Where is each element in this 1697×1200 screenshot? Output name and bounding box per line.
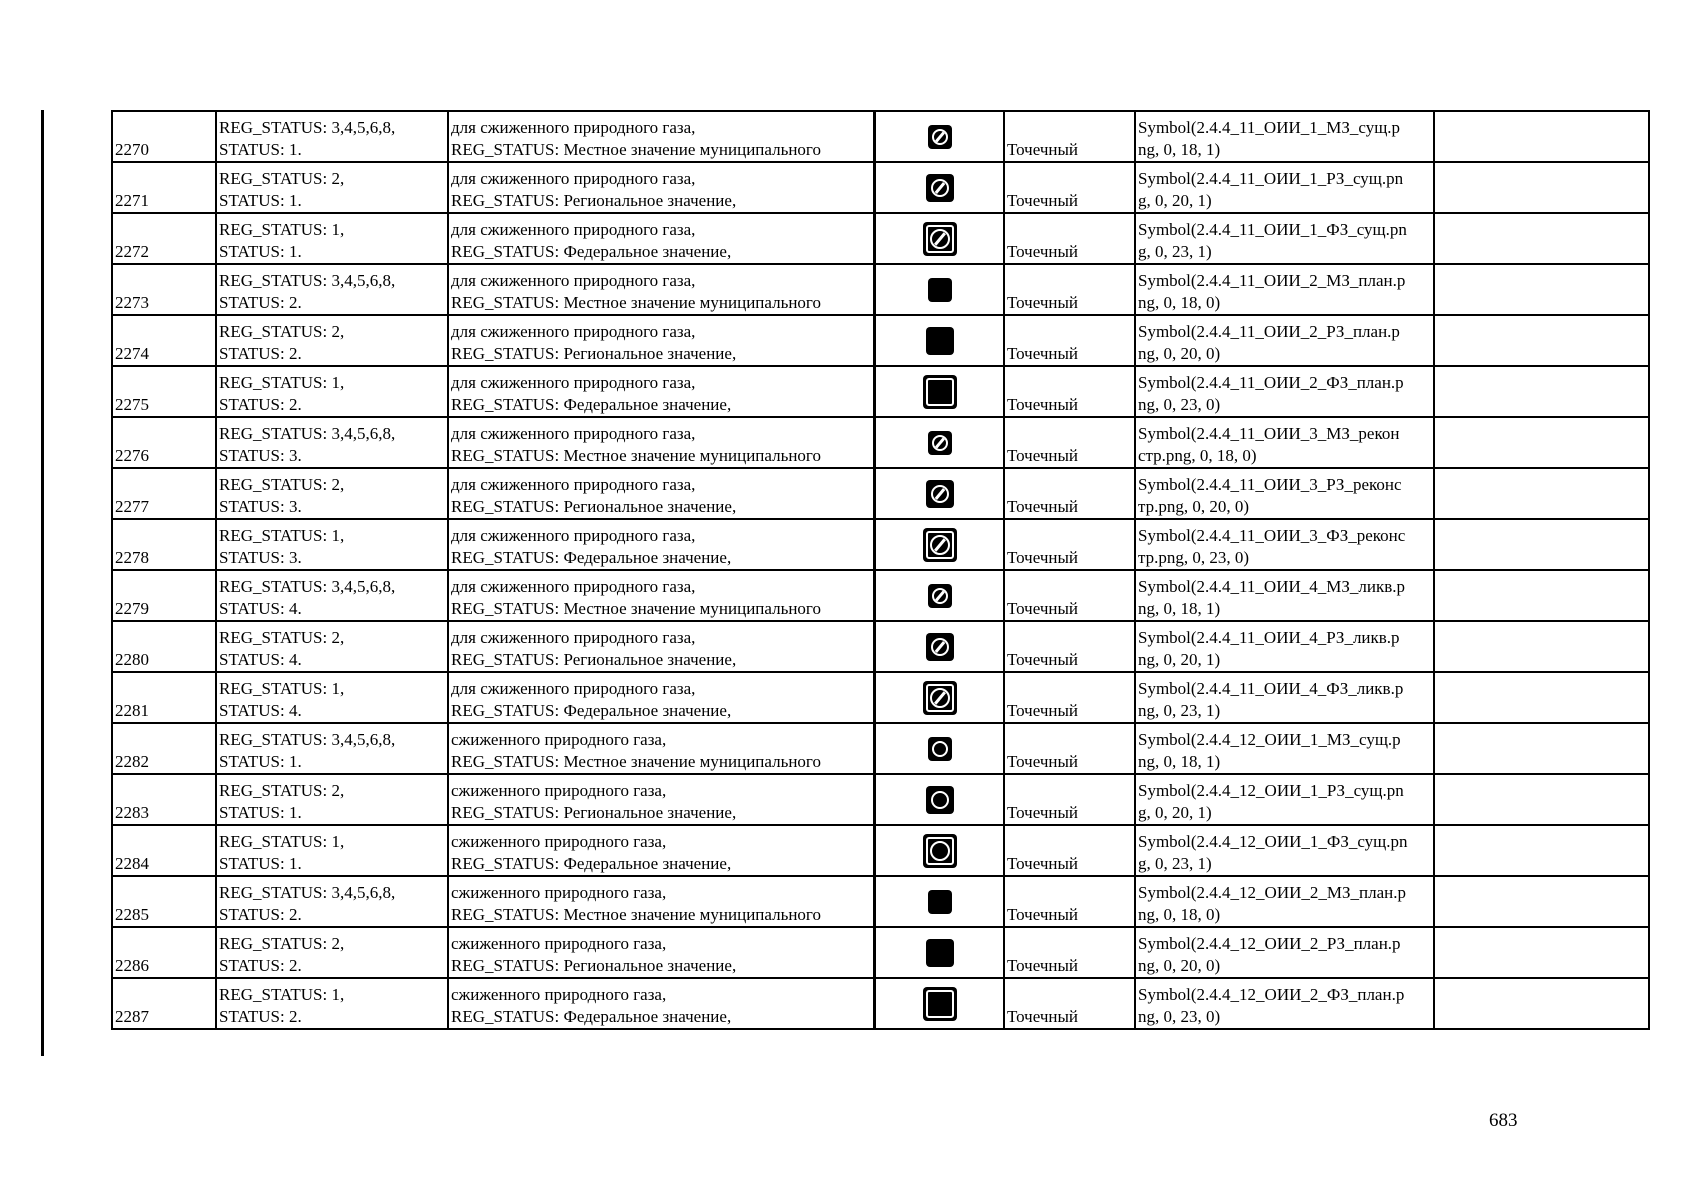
empty-cell [1434,723,1649,774]
description-line: сжиженного природного газа, [451,985,667,1004]
description-line: REG_STATUS: Федеральное значение, [451,242,732,261]
description-line: REG_STATUS: Федеральное значение, [451,701,732,720]
map-symbol-icon [926,939,954,967]
condition-line: REG_STATUS: 1, [219,985,345,1004]
condition-line: STATUS: 2. [219,1007,302,1026]
description-line: для сжиженного природного газа, [451,169,696,188]
map-symbol-icon [928,890,952,914]
empty-cell [1434,162,1649,213]
row-number-cell: 2271 [112,162,216,213]
map-symbol-icon [923,987,957,1021]
table-row [112,621,1649,672]
symbol-cell [875,978,1005,1029]
row-number-cell: 2287 [112,978,216,1029]
description-line: REG_STATUS: Местное значение муниципального [451,752,821,771]
style-line: g, 0, 20, 1) [1138,803,1212,822]
condition-line: STATUS: 2. [219,395,302,414]
style-cell [1135,111,1434,162]
condition-cell [216,927,448,978]
symbol-cell [875,213,1005,264]
condition-cell [216,264,448,315]
condition-cell [216,774,448,825]
description-cell [448,774,875,825]
style-cell [1135,519,1434,570]
condition-cell [216,366,448,417]
row-number-cell: 2270 [112,111,216,162]
description-cell [448,621,875,672]
table-row [112,315,1649,366]
style-line: Symbol(2.4.4_11_ОИИ_4_ФЗ_ликв.p [1138,679,1404,698]
empty-cell [1434,519,1649,570]
table-row [112,570,1649,621]
table-row [112,774,1649,825]
symbol-ring-icon [932,741,948,757]
description-cell [448,978,875,1029]
style-line: ng, 0, 23, 1) [1138,701,1221,720]
description-line: для сжиженного природного газа, [451,628,696,647]
condition-line: REG_STATUS: 2, [219,934,345,953]
symbol-cell [875,417,1005,468]
condition-line: STATUS: 1. [219,803,302,822]
description-line: для сжиженного природного газа, [451,373,696,392]
table-row [112,111,1649,162]
symbol-cell [875,162,1005,213]
row-number-cell: 2283 [112,774,216,825]
table-row [112,672,1649,723]
condition-line: STATUS: 1. [219,242,302,261]
description-line: REG_STATUS: Местное значение муниципального [451,140,821,159]
geometry-type-cell: Точечный [1004,162,1135,213]
symbol-ring-icon [930,841,950,861]
description-line: REG_STATUS: Региональное значение, [451,650,737,669]
style-line: Symbol(2.4.4_12_ОИИ_2_МЗ_план.p [1138,883,1406,902]
style-line: Symbol(2.4.4_12_ОИИ_2_РЗ_план.p [1138,934,1401,953]
table-row [112,366,1649,417]
geometry-type-cell: Точечный [1004,723,1135,774]
description-cell [448,468,875,519]
empty-cell [1434,621,1649,672]
row-number-cell: 2280 [112,621,216,672]
style-line: Symbol(2.4.4_11_ОИИ_1_ФЗ_сущ.pn [1138,220,1407,239]
table-row [112,825,1649,876]
style-line: ng, 0, 23, 0) [1138,395,1221,414]
map-symbol-icon [923,834,957,868]
empty-cell [1434,213,1649,264]
description-line: REG_STATUS: Федеральное значение, [451,395,732,414]
symbol-cell [875,825,1005,876]
table-row [112,468,1649,519]
map-symbol-icon [926,174,954,202]
geometry-type-cell: Точечный [1004,468,1135,519]
empty-cell [1434,264,1649,315]
style-cell [1135,468,1434,519]
row-number-cell: 2274 [112,315,216,366]
style-line: Symbol(2.4.4_11_ОИИ_3_МЗ_рекон [1138,424,1400,443]
description-line: REG_STATUS: Региональное значение, [451,956,737,975]
symbol-cell [875,876,1005,927]
empty-cell [1434,978,1649,1029]
condition-cell [216,417,448,468]
description-cell [448,876,875,927]
style-cell [1135,621,1434,672]
page-number: 683 [1489,1110,1518,1131]
style-cell [1135,213,1434,264]
condition-line: STATUS: 3. [219,548,302,567]
map-symbol-icon [923,222,957,256]
description-line: REG_STATUS: Региональное значение, [451,191,737,210]
symbol-cell [875,672,1005,723]
symbol-cell [875,111,1005,162]
style-line: Symbol(2.4.4_11_ОИИ_1_РЗ_сущ.pn [1138,169,1404,188]
empty-cell [1434,111,1649,162]
table-row [112,927,1649,978]
description-line: сжиженного природного газа, [451,781,667,800]
condition-line: STATUS: 4. [219,650,302,669]
condition-line: STATUS: 1. [219,752,302,771]
geometry-type-cell: Точечный [1004,570,1135,621]
condition-line: STATUS: 2. [219,293,302,312]
condition-cell [216,111,448,162]
empty-cell [1434,774,1649,825]
condition-line: REG_STATUS: 2, [219,475,345,494]
condition-cell [216,723,448,774]
description-line: для сжиженного природного газа, [451,118,696,137]
condition-line: REG_STATUS: 3,4,5,6,8, [219,883,396,902]
style-line: ng, 0, 18, 1) [1138,752,1221,771]
description-line: сжиженного природного газа, [451,883,667,902]
condition-line: REG_STATUS: 2, [219,781,345,800]
geometry-type-cell: Точечный [1004,366,1135,417]
description-cell [448,519,875,570]
symbol-cell [875,519,1005,570]
description-line: для сжиженного природного газа, [451,526,696,545]
condition-line: REG_STATUS: 1, [219,679,345,698]
table-row [112,876,1649,927]
condition-line: REG_STATUS: 3,4,5,6,8, [219,730,396,749]
row-number-cell: 2275 [112,366,216,417]
empty-cell [1434,825,1649,876]
description-line: для сжиженного природного газа, [451,322,696,341]
symbol-ring-icon [931,791,949,809]
description-cell [448,825,875,876]
condition-line: REG_STATUS: 2, [219,322,345,341]
condition-line: STATUS: 3. [219,497,302,516]
condition-cell [216,570,448,621]
row-number-cell: 2284 [112,825,216,876]
description-cell [448,264,875,315]
style-cell [1135,978,1434,1029]
left-margin-rule [41,110,44,1056]
description-line: REG_STATUS: Региональное значение, [451,803,737,822]
map-symbol-icon [926,633,954,661]
row-number-cell: 2273 [112,264,216,315]
map-symbol-icon [923,528,957,562]
description-cell [448,213,875,264]
style-line: Symbol(2.4.4_12_ОИИ_1_ФЗ_сущ.pn [1138,832,1408,851]
description-line: для сжиженного природного газа, [451,577,696,596]
map-symbol-icon [923,681,957,715]
geometry-type-cell: Точечный [1004,621,1135,672]
description-cell [448,672,875,723]
symbol-cell [875,315,1005,366]
description-line: REG_STATUS: Местное значение муниципального [451,446,821,465]
condition-line: REG_STATUS: 1, [219,373,345,392]
style-line: ng, 0, 20, 1) [1138,650,1221,669]
style-cell [1135,162,1434,213]
style-line: Symbol(2.4.4_11_ОИИ_4_МЗ_ликв.p [1138,577,1406,596]
style-line: g, 0, 23, 1) [1138,854,1212,873]
description-line: для сжиженного природного газа, [451,424,696,443]
row-number-cell: 2278 [112,519,216,570]
row-number-cell: 2282 [112,723,216,774]
map-symbol-icon [926,327,954,355]
symbol-cell [875,366,1005,417]
map-symbol-icon [923,375,957,409]
condition-cell [216,876,448,927]
geometry-type-cell: Точечный [1004,111,1135,162]
row-number-cell: 2286 [112,927,216,978]
condition-line: REG_STATUS: 2, [219,169,345,188]
condition-line: REG_STATUS: 1, [219,220,345,239]
description-line: REG_STATUS: Федеральное значение, [451,548,732,567]
symbol-frame-icon [926,378,954,406]
geometry-type-cell: Точечный [1004,876,1135,927]
style-line: Symbol(2.4.4_11_ОИИ_4_РЗ_ликв.p [1138,628,1400,647]
condition-cell [216,519,448,570]
geometry-type-cell: Точечный [1004,417,1135,468]
empty-cell [1434,366,1649,417]
row-number-cell: 2281 [112,672,216,723]
condition-line: STATUS: 2. [219,905,302,924]
style-cell [1135,876,1434,927]
symbol-cell [875,927,1005,978]
style-line: Symbol(2.4.4_11_ОИИ_2_МЗ_план.p [1138,271,1406,290]
style-line: ng, 0, 18, 0) [1138,293,1221,312]
symbol-cell [875,723,1005,774]
description-line: REG_STATUS: Местное значение муниципального [451,905,821,924]
geometry-type-cell: Точечный [1004,213,1135,264]
condition-line: STATUS: 4. [219,599,302,618]
style-line: g, 0, 23, 1) [1138,242,1212,261]
condition-line: REG_STATUS: 3,4,5,6,8, [219,424,396,443]
empty-cell [1434,570,1649,621]
description-cell [448,927,875,978]
style-line: ng, 0, 18, 1) [1138,140,1221,159]
map-symbol-icon [928,737,952,761]
symbol-cell [875,570,1005,621]
style-cell [1135,315,1434,366]
description-line: сжиженного природного газа, [451,730,667,749]
condition-cell [216,672,448,723]
description-cell [448,417,875,468]
condition-cell [216,825,448,876]
style-cell [1135,774,1434,825]
condition-line: REG_STATUS: 3,4,5,6,8, [219,118,396,137]
table-row [112,978,1649,1029]
style-line: Symbol(2.4.4_12_ОИИ_1_МЗ_сущ.p [1138,730,1401,749]
style-line: тр.png, 0, 23, 0) [1138,548,1250,567]
condition-cell [216,621,448,672]
description-line: сжиженного природного газа, [451,934,667,953]
condition-line: STATUS: 1. [219,140,302,159]
table-row [112,162,1649,213]
condition-line: REG_STATUS: 3,4,5,6,8, [219,577,396,596]
map-symbol-icon [928,125,952,149]
condition-line: REG_STATUS: 1, [219,832,345,851]
style-line: Symbol(2.4.4_11_ОИИ_3_ФЗ_реконс [1138,526,1406,545]
condition-line: REG_STATUS: 3,4,5,6,8, [219,271,396,290]
description-cell [448,366,875,417]
geometry-type-cell: Точечный [1004,774,1135,825]
style-line: ng, 0, 20, 0) [1138,956,1221,975]
style-line: Symbol(2.4.4_12_ОИИ_1_РЗ_сущ.pn [1138,781,1404,800]
geometry-type-cell: Точечный [1004,978,1135,1029]
condition-line: STATUS: 4. [219,701,302,720]
description-cell [448,315,875,366]
description-line: REG_STATUS: Местное значение муниципального [451,599,821,618]
symbol-cell [875,264,1005,315]
row-number-cell: 2277 [112,468,216,519]
table-row [112,417,1649,468]
geometry-type-cell: Точечный [1004,315,1135,366]
symbol-table [111,110,1650,1030]
empty-cell [1434,876,1649,927]
description-line: для сжиженного природного газа, [451,271,696,290]
style-line: стр.png, 0, 18, 0) [1138,446,1257,465]
empty-cell [1434,468,1649,519]
table-row [112,213,1649,264]
condition-line: REG_STATUS: 2, [219,628,345,647]
row-number-cell: 2285 [112,876,216,927]
table-row [112,519,1649,570]
condition-line: STATUS: 3. [219,446,302,465]
condition-cell [216,978,448,1029]
map-symbol-icon [928,278,952,302]
style-cell [1135,672,1434,723]
empty-cell [1434,672,1649,723]
geometry-type-cell: Точечный [1004,519,1135,570]
condition-line: STATUS: 1. [219,191,302,210]
description-cell [448,570,875,621]
geometry-type-cell: Точечный [1004,927,1135,978]
empty-cell [1434,927,1649,978]
table-row [112,264,1649,315]
geometry-type-cell: Точечный [1004,264,1135,315]
symbol-cell [875,621,1005,672]
symbol-cell [875,468,1005,519]
style-cell [1135,723,1434,774]
condition-cell [216,162,448,213]
style-cell [1135,264,1434,315]
style-line: ng, 0, 23, 0) [1138,1007,1221,1026]
condition-cell [216,315,448,366]
style-line: Symbol(2.4.4_11_ОИИ_2_РЗ_план.p [1138,322,1400,341]
condition-line: REG_STATUS: 1, [219,526,345,545]
map-symbol-icon [928,584,952,608]
style-cell [1135,570,1434,621]
description-line: для сжиженного природного газа, [451,679,696,698]
description-cell [448,723,875,774]
row-number-cell: 2276 [112,417,216,468]
symbol-cell [875,774,1005,825]
description-line: для сжиженного природного газа, [451,220,696,239]
condition-cell [216,468,448,519]
description-line: сжиженного природного газа, [451,832,667,851]
geometry-type-cell: Точечный [1004,672,1135,723]
style-line: Symbol(2.4.4_11_ОИИ_1_МЗ_сущ.p [1138,118,1401,137]
condition-line: STATUS: 1. [219,854,302,873]
style-cell [1135,825,1434,876]
table-row [112,723,1649,774]
description-cell [448,162,875,213]
map-symbol-icon [926,480,954,508]
map-symbol-icon [928,431,952,455]
style-cell [1135,366,1434,417]
style-line: Symbol(2.4.4_12_ОИИ_2_ФЗ_план.p [1138,985,1405,1004]
description-line: REG_STATUS: Федеральное значение, [451,1007,732,1026]
style-line: тр.png, 0, 20, 0) [1138,497,1250,516]
style-line: g, 0, 20, 1) [1138,191,1212,210]
style-line: ng, 0, 18, 0) [1138,905,1221,924]
symbol-table-body [112,111,1649,1029]
style-line: Symbol(2.4.4_11_ОИИ_3_РЗ_реконс [1138,475,1402,494]
style-line: Symbol(2.4.4_11_ОИИ_2_ФЗ_план.p [1138,373,1404,392]
condition-cell [216,213,448,264]
row-number-cell: 2279 [112,570,216,621]
empty-cell [1434,417,1649,468]
style-cell [1135,927,1434,978]
description-line: REG_STATUS: Местное значение муниципального [451,293,821,312]
description-cell [448,111,875,162]
row-number-cell: 2272 [112,213,216,264]
condition-line: STATUS: 2. [219,344,302,363]
geometry-type-cell: Точечный [1004,825,1135,876]
condition-line: STATUS: 2. [219,956,302,975]
description-line: для сжиженного природного газа, [451,475,696,494]
style-cell [1135,417,1434,468]
map-symbol-icon [926,786,954,814]
description-line: REG_STATUS: Региональное значение, [451,497,737,516]
empty-cell [1434,315,1649,366]
symbol-frame-icon [926,990,954,1018]
style-line: ng, 0, 20, 0) [1138,344,1221,363]
description-line: REG_STATUS: Региональное значение, [451,344,737,363]
description-line: REG_STATUS: Федеральное значение, [451,854,732,873]
style-line: ng, 0, 18, 1) [1138,599,1221,618]
